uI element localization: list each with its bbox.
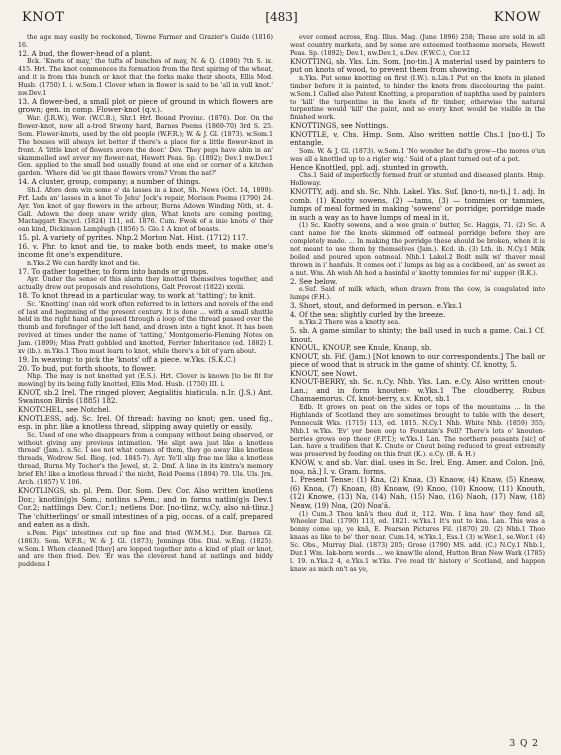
entry-paragraph: 4. Of the sea: slightly curled by the breeze. bbox=[290, 309, 446, 319]
entry-paragraph: s.Pem. Pigs' intestines cut up fine and fried (W.M.M.). Dor. Barnes Gl. (1863). Som. W.F.R.; W. & J. Gl. (1873); Jennings Obs. Dial. w.Eng. (1825). w.Som.1 When cleaned [they] are lopped together into a kind of plait or knot, and are then fried. Dev. 'Er was the cleverest hand at natlings and biddy puddens I bbox=[18, 529, 273, 569]
entry-paragraph: Hence Knottled, ppl. adj. stunted in growth. bbox=[290, 162, 449, 172]
right-column bbox=[290, 34, 545, 574]
entry-paragraph: 17. To gather together, to form into bands or groups. bbox=[18, 266, 209, 276]
entry-paragraph: KNOTTINGS, see Nottings. bbox=[290, 121, 389, 131]
entry-paragraph: 20. To bud, put forth shoots, to flower. bbox=[18, 363, 156, 373]
entry-paragraph: Ayr. Under the sense of this alarm they knotted themselves together, and actually drew out proposals and resolutions, Galt Provost (1822) xxviii. bbox=[18, 276, 273, 292]
entry-paragraph: KNOTTLE, v. Chs. Hmp. Som. Also written nottle Chs.1 [no·tl.] To entangle. bbox=[290, 129, 545, 148]
header-first-headword: KNOT bbox=[22, 10, 65, 25]
entry-paragraph: 1. Present Tense: (1) Kna, (2) Knaa, (3) Knaow, (4) Knaw, (5) Kneaw, (6) Knoa, (7) Knoan, (8) Knoaw, (9) Knoo, (10) Knoow, (11) Knouth, (12) Knowe, (13) Na, (14) Nah, (15) Nao, (16) Naoh, (17) Naw, (18) Neaw, (19) Noa, (20) Noa'ā. bbox=[290, 475, 545, 510]
entry-paragraph: KNOTCHEL, see Notchel. bbox=[18, 405, 111, 415]
header-last-headword: KNOW bbox=[493, 10, 541, 25]
entry-paragraph: KNOTTING, sb. Yks. Lin. Som. [no·tin.] A material used by painters to put on knots of wood, to prevent them from showing. bbox=[290, 56, 545, 75]
entry-paragraph: Edb. It grows on peat on the sides or tops of the mountains ... In the Highlands of Scotland they are sometimes brought to table with the desert, Pennecuik Wks. (1715) 113, ed. 1815. N.Cy.1 Nhb. White Nhb. (1859) 355; Nhb.1 w.Yks. 'Ev' yer been oop to Fountain's Fell? There's lots o' knouten-berries grows oop theer (F.P.T.); w.Yks.1 Lan. The northern peasants [sic] of Lan. have a tradition that K. Cnute or Cnout being reduced to great extremity was preserved by feeding on this fruit (K.). e.Cy. (B. & H.) bbox=[290, 403, 545, 459]
page-number: [483] bbox=[265, 10, 298, 24]
entry-paragraph: e.Suf. Said of milk which, when drawn from the cow, is coagulated into lumps (F.H.). bbox=[290, 286, 545, 302]
entry-paragraph: the age may easily be reckoned, Towne Farmer and Grazier's Guide (1816) 16. bbox=[18, 34, 273, 49]
entry-paragraph: (1) Sc. Knotty sowens, and a wee grain o' butter, Sc. Haggis, 71. (2) Sc. A cant name for the knots skimmed off oatmeal porridge before they are completely made. ... In making the porridge these should be broken, when it is not meant to use them by themselves (Jam.). Kcd. ib. (3) Lth. ib. N.Cy.1 Milk boiled and poured upon oatmeal. Nhb.1 Lakel.2 Boilt milk wi' thaver meal thrown in i' hanfuls. It comes oot i' lumps as big as a cockbeed, an' as sweet as a nut. Wm. Ah wish Ah hed a basinfal o' knotty tommies fer mi' supper (B.K.). bbox=[290, 222, 545, 277]
entry-paragraph: (1) Cum.3 Thou knā's thou dud it, 112. Wm. I kna haw' they fend all, Wheeler Dial. (1790) 113, ed. 1821. w.Yks.1 It's nut to kna. Lan. This was a bonny come up, ye knā, E. Pearson Pictures Fil. (1870) 20. (2) Nhb.1 Thoo knaas as like to be' ther near. Cum.14, w.Yks.1, Ess.1 (3) w.Wor.1, se.Wor.1 (4) Sc. Obs., Murray Dial. (1873) 205; Grose (1790) MS. add. (C.) N.Cy.1 Nhb.1, Dur.1 Wm. Iak-horn words ... we knaw'lle alond, Hutton Bran New Wark (1785) l. 19. n.Yks.2 4, e.Yks.1 w.Yks. I've read th' history o' Scotland, and happen knaw as mich on't as ye, bbox=[290, 510, 545, 573]
entry-paragraph: Sh.I. Afore dem win some o' da lasses in a knot, Sh. News (Oct. 14, 1899). Frf. Lads an' lasses in a knot To Jehu' Jock's repair, Morison Poems (1790) 24. Ayr. Yon knot of gay flowers in the arbour, Burns Adown Winding Nith, st. 4. Gall. Adown the deep snaw wridy glen, What knots are coming posting, Mactaggart Encycl. (1824) 111, ed. 1876. Cum. Fwok of a inio knots o' ther oan kind, Dickinson Lamplugh (1856) 5. Glo.1 A knot of beasts. bbox=[18, 186, 273, 234]
entry-paragraph: Bck. 'Knots of may,' the tufts of bunches of may, N. & Q. (1890) 7th S. ix. 415. Hrt. The knot commences its formation from the first spiring of the wheat, and it is from this bunch or knot that the forks make their shoots, Ellis Mod. Husb. (1750) I. i. w.Som.1 Clover when in flower is said to be 'all in vull knot.' nw.Dev.1 bbox=[18, 58, 273, 97]
signature-mark: 3 Q 2 bbox=[509, 739, 539, 749]
left-column bbox=[18, 34, 273, 574]
entry-paragraph: KNOUL, KNOUP, see Knule, Knaup, sb. bbox=[290, 343, 432, 353]
entry-paragraph: KNOT, sb.2 Irel. The ringed plover, Aegialitis hiaticula. n.Ir. (J.S.) Ant. Swainson Birds (1885) 182. bbox=[18, 387, 273, 406]
entry-paragraph: ever comed across, Eng. Illus. Mag. (June 1896) 258; These are sold in all west country markets, and by some are esteemed toothsome morsels, Hewett Peas. Sp. (1892); Dev.1, nw.Dev.1, s.Dev. (F.W.C.), Cor.12 bbox=[290, 34, 545, 57]
entry-paragraph: KNOTLESS, adj. Sc. Irel. Of thread: having no knot; gen. used fig., esp. in phr. like a knotless thread, slipping away quietly or easily. bbox=[18, 413, 273, 432]
entry-paragraph: 13. A flower-bed, a small plot or piece of ground in which flowers are grown; gen. in comp. Flower-knot (q.v.). bbox=[18, 96, 273, 115]
entry-paragraph: n.Yks.2 We can hardly knot and tie. bbox=[27, 259, 141, 267]
entry-paragraph: KNOUT, sb. Fif. (Jam.) [Not known to our correspondents.] The ball or piece of wood that is struck in the game of shinty. Cf. knotty, 5. bbox=[290, 351, 545, 370]
entry-paragraph: n.Yks.2 There was a knotty sea. bbox=[299, 319, 401, 327]
entry-paragraph: 18. To knot thread in a particular way, to work at 'tatting'; to knit. bbox=[18, 291, 256, 301]
entry-paragraph: War. (J.R.W.), Wor. (W.C.B.), Shr.1 Hrf. Bound Provinc. (1876). Dor. On the flower-knot, now all a-trod Stwony hard, Barnes Poems (1869-70) 3rd S. 25. Som. Flower-knots, used by the old people (W.F.R.); W. & J. Gl. (1873). w.Som.1 The houses will always let better if there's a place for a little flower-knot in front. A 'little knot of flowers avore the door.' Dev. They pegs have abin in an' skammelled awl avver my flower-nat, Hewett Peas. Sp. (1892); Dev.1 nw.Dev.1 Gen. applied to the small bed usually found at one end or corner of a kitchen garden. 'Where did 'ee git thase flowers vrom? Vrom the nat?' bbox=[18, 114, 273, 178]
entry-paragraph: 2. See below. bbox=[290, 276, 338, 286]
entry-paragraph: 5. sb. A game similar to shinty; the ball used in such a game. Cai.1 Cf. knout. bbox=[290, 325, 545, 344]
entry-paragraph: KNOTTY, adj. and sb. Sc. Nhb. Lakel. Yks. Suf. [kno·ti, no·ti.] 1. adj. In comb. (1) Knotty sowens, (2) —tams, (3) — tommies or tammies, lumps of meal formed in making 'sowens' or porridge; porridge made in such a way as to have lumps of meal in it. bbox=[290, 187, 545, 222]
entry-paragraph: 19. In weaving: to pick the 'knots' off a piece. w.Yks. (S.K.C.) bbox=[18, 355, 236, 365]
entry-paragraph: 15. pl. A variety of pyrites. Nhp.2 Morton Nat. Hist. (1712) 117. bbox=[18, 233, 249, 243]
entry-paragraph: 3. Short, stout, and deformed in person. e.Yks.1 bbox=[290, 300, 463, 310]
entry-paragraph: 16. v. Phr. to knot and tie, to make both ends meet, to make one's income fit one's expenditure. bbox=[18, 241, 273, 260]
entry-paragraph: Nhp. The may is not knotted yet (E.S.). Hrt. Clover is known [to be fit for mowing] by its being fully knotted, Ellis Mod. Husb. (1750) III. i. bbox=[18, 373, 273, 389]
entry-paragraph: Sc. 'Knotting' (nan old work often referred to in letters and novels of the end of last and beginning of the present century. It is done ... with a small shuttle held in the right hand and passed through a loop of the thread passed over the thumb and forefinger of the left hand, and drawn into a tight knot. It has been revived at times under the name of 'tatting,' Montgomerie-Fleming Notes on Jam. (1899); Miss Pratt gobbled and knotted, Ferrier Inheritance (ed. 1882) I. xv (ib.). m.Yks.1 Thou must learn to knot, while there's a bit of yarn about. bbox=[18, 300, 273, 356]
entry-paragraph: KNOUT, see Nowt. bbox=[290, 368, 358, 378]
entry-paragraph: 12. A bud, the flower-head of a plant. bbox=[18, 48, 153, 58]
entry-paragraph: KNOUT-BERRY, sb. Sc. n.Cy. Nhb. Yks. Lan. e.Cy. Also written cnout- Lan.; and in form knouten- w.Yks.1 The cloudberry, Rubus Chamaemorus. Cf. knot-berry, s.v. Knot, sb.1 bbox=[290, 377, 545, 404]
entry-paragraph: KNOW, v. and sb. Var. dial. uses in Sc. Irel. Eng. Amer. and Colon. [nō, nọə, nā.] I. v. Gram. forms. bbox=[290, 458, 545, 476]
entry-paragraph: KNOTLINGS, sb. pl. Pem. Dor. Som. Dev. Cor. Also written knotlens Dor.; knotlin(g)s Som.; notlins s.Pem.; and in forms natlin(g)s Dev.1 Cor.2; nattlings Dev. Cor.1; netlens Dor. [no·tlinz, w.Cy. also nä·tlinz.] The 'chitterlings' or small intestines of a pig, occas. of a calf, prepared and eaten as a dish. bbox=[18, 486, 273, 530]
running-header bbox=[18, 10, 545, 30]
entry-paragraph: Chs.1 Said of imperfectly formed fruit or stunted and diseased plants. Hmp. Holloway. bbox=[290, 172, 545, 188]
entry-paragraph: 14. A cluster, group, company; a number of things. bbox=[18, 177, 201, 187]
entry-paragraph: Sc. Used of one who disappears from a company without being observed, or without giving any previous intimation. 'He slipt awa just like a knotless thread' (Jam.). n.Sc. I see not what comes of them, they go away like knotless threads, Wodrow Sel. Biog. (ed. 1845-7). Ayr. Ye'll slip frae me like a knotless thread, Burns My Tocher's the Jewel, st. 2. Dmf. A line in its kintra's memory brief Eh! like a knotless thread i' the nicht, Reid Poems (1894) 79. Uls. Uls. Jrn. Arch. (1857) V. 106. bbox=[18, 431, 273, 487]
entry-paragraph: Som. W. & J. Gl. (1873). w.Som.1 'No wonder he did'n grow—the mores o'un was all a knottled up to a rigler wig.' Said of a plant turned out of a pot. bbox=[290, 147, 545, 163]
entry-paragraph: n.Yks. Put some knotting on first (I.W.). n.Lin.1 Put on the knots in planed timber before it is painted, to hinder the knots from discolouring the paint. w.Som.1 Called also Patent Knotting, a preparation of naphtha used by painters to 'kill' the turpentine in the knots of fir timber, otherwise the natural turpentine would 'kill' the paint, and so every knot would be visible in the finished work. bbox=[290, 74, 545, 122]
text-columns bbox=[18, 34, 545, 574]
